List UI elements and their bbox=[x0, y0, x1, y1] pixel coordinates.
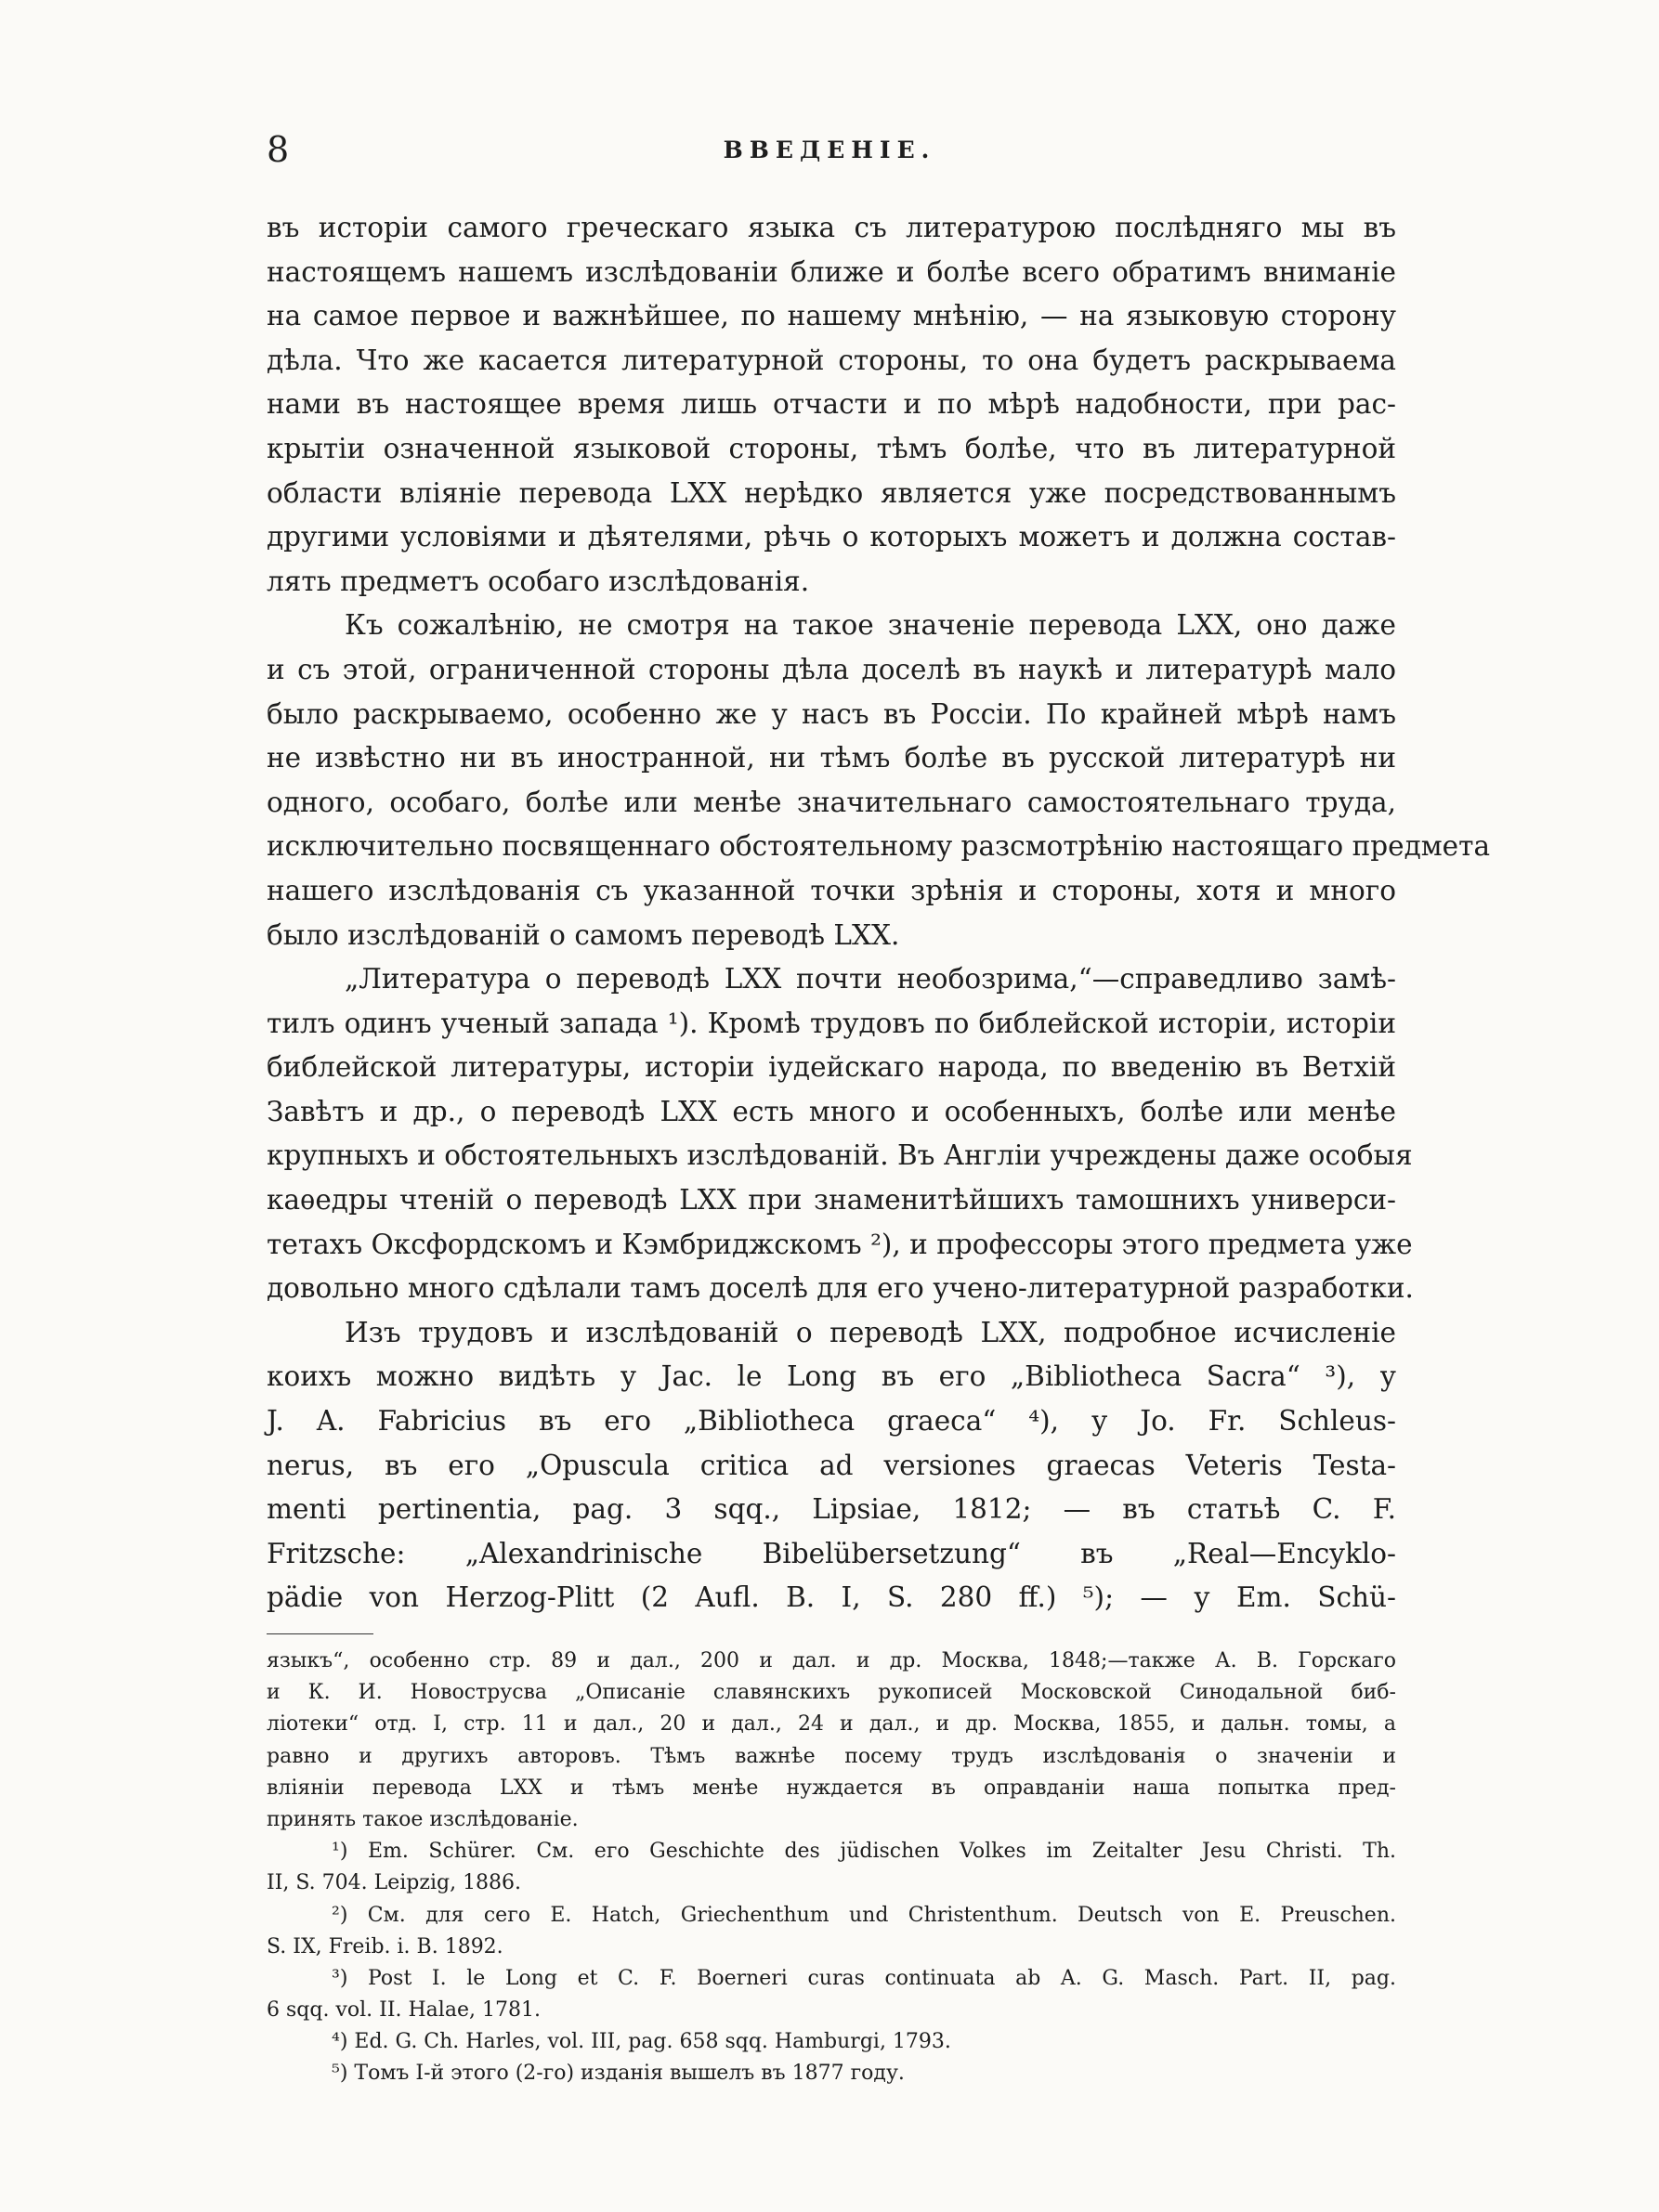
body-line: J. A. Fabricius въ его „Bibliotheca graeca“ ⁴), у Jo. Fr. Schleus- bbox=[267, 1405, 1396, 1438]
body-line: нами въ настоящее время лишь отчасти и по мѣрѣ надобности, при рас- bbox=[267, 388, 1396, 421]
footnote-line: ⁴) Ed. G. Ch. Harles, vol. III, pag. 658 sqq. Hamburgi, 1793. bbox=[332, 2030, 951, 2054]
body-line: menti pertinentia, pag. 3 sqq., Lipsiae, 1812; — въ статьѣ C. F. bbox=[267, 1493, 1396, 1526]
body-line: не извѣстно ни въ иностранной, ни тѣмъ болѣе въ русской литературѣ ни bbox=[267, 742, 1396, 774]
body-line: Завѣтъ и др., о переводѣ LXX есть много и особенныхъ, болѣе или менѣе bbox=[267, 1095, 1396, 1127]
body-line: было изслѣдованій о самомъ переводѣ LXX. bbox=[267, 918, 900, 951]
page-number: 8 bbox=[267, 129, 290, 170]
footnote-line: языкъ“, особенно стр. 89 и дал., 200 и дал. и др. Москва, 1848;—также А. В. Горскаго bbox=[267, 1649, 1396, 1672]
body-line: одного, особаго, болѣе или менѣе значительнаго самостоятельнаго труда, bbox=[267, 786, 1396, 818]
body-line: настоящемъ нашемъ изслѣдованіи ближе и болѣе всего обратимъ вниманіе bbox=[267, 255, 1396, 288]
body-line: довольно много сдѣлали тамъ доселѣ для его учено-литературной разработки. bbox=[267, 1272, 1414, 1305]
body-line: было раскрываемо, особенно же у насъ въ Россіи. По крайней мѣрѣ намъ bbox=[267, 697, 1396, 730]
main-text bbox=[267, 206, 1491, 1620]
body-line: Fritzsche: „Alexandrinische Bibelübersetzung“ въ „Real—Encyklo- bbox=[267, 1537, 1396, 1569]
footnote-line: ³) Post I. le Long et C. F. Boerneri curas continuata ab A. G. Masch. Part. II, pag. bbox=[332, 1966, 1396, 1990]
footnote-line: 6 sqq. vol. II. Halae, 1781. bbox=[267, 1998, 541, 2023]
body-line: коихъ можно видѣть у Jac. le Long въ его „Bibliotheca Sacra“ ³), у bbox=[267, 1360, 1396, 1393]
footnote-line: принять такое изслѣдованіе. bbox=[267, 1807, 579, 1831]
body-line: области вліяніе перевода LXX нерѣдко является уже посредствованнымъ bbox=[267, 476, 1396, 509]
body-line: pädie von Herzog-Plitt (2 Aufl. B. I, S. 280 ff.) ⁵); — у Em. Schü- bbox=[267, 1581, 1396, 1614]
body-line: крытіи означенной языковой стороны, тѣмъ болѣе, что въ литературной bbox=[267, 432, 1396, 464]
body-line: библейской литературы, исторіи іудейскаго народа, по введенію въ Ветхій bbox=[267, 1051, 1396, 1084]
footnotes bbox=[267, 1646, 1396, 2090]
body-line: Изъ трудовъ и изслѣдованій о переводѣ LXX, подробное исчисленіе bbox=[345, 1316, 1396, 1348]
footnote-line: ⁵) Томъ I-й этого (2-го) изданія вышелъ въ 1877 году. bbox=[332, 2062, 905, 2086]
body-line: каѳедры чтеній о переводѣ LXX при знаменитѣйшихъ тамошнихъ универси- bbox=[267, 1184, 1396, 1217]
footnote-line: II, S. 704. Leipzig, 1886. bbox=[267, 1871, 522, 1895]
body-line: въ исторіи самого греческаго языка съ литературою послѣдняго мы въ bbox=[267, 212, 1396, 243]
body-line: тилъ одинъ ученый запада ¹). Кромѣ трудовъ по библейской исторіи, исторіи bbox=[267, 1007, 1396, 1039]
running-title: ВВЕДЕНІЕ. bbox=[723, 137, 936, 163]
body-line: дѣла. Что же касается литературной стороны, то она будетъ раскрываема bbox=[267, 344, 1396, 376]
running-head bbox=[267, 126, 1392, 173]
footnote-line: равно и другихъ авторовъ. Тѣмъ важнѣе посему трудъ изслѣдованія о значеніи и bbox=[267, 1744, 1396, 1768]
footnote-line: ²) См. для сего E. Hatch, Griechenthum und Christenthum. Deutsch von E. Preuschen. bbox=[332, 1903, 1396, 1927]
footnote-line: S. IX, Freib. i. B. 1892. bbox=[267, 1934, 503, 1958]
footnote-line: ¹) Em. Schürer. См. его Geschichte des jüdischen Volkes im Zeitalter Jesu Christi. Th. bbox=[332, 1840, 1396, 1864]
body-line: на самое первое и важнѣйшее, по нашему мнѣнію, — на языковую сторону bbox=[267, 300, 1396, 332]
body-line: исключительно посвященнаго обстоятельному разсмотрѣнію настоящаго предмета bbox=[267, 830, 1491, 863]
body-line: „Литература о переводѣ LXX почти необозрима,“—справедливо замѣ- bbox=[345, 963, 1396, 995]
body-line: тетахъ Оксфордскомъ и Кэмбриджскомъ ²), и профессоры этого предмета уже bbox=[267, 1228, 1413, 1260]
body-line: крупныхъ и обстоятельныхъ изслѣдованій. Въ Англіи учреждены даже особыя bbox=[267, 1139, 1413, 1172]
footnote-line: вліяніи перевода LXX и тѣмъ менѣе нуждается въ оправданіи наша попытка пред- bbox=[267, 1776, 1396, 1800]
footnote-line: и К. И. Новострусва „Описаніе славянскихъ рукописей Московской Синодальной биб- bbox=[267, 1681, 1396, 1705]
footnote-line: ліотеки“ отд. I, стр. 11 и дал., 20 и дал., 24 и дал., и др. Москва, 1855, и дальн. томы, а bbox=[267, 1712, 1396, 1737]
body-line: Къ сожалѣнію, не смотря на такое значеніе перевода LXX, оно даже bbox=[345, 609, 1396, 642]
footnote-rule bbox=[267, 1633, 373, 1634]
body-line: другими условіями и дѣятелями, рѣчь о которыхъ можетъ и должна состав- bbox=[267, 521, 1396, 553]
body-line: nerus, въ его „Opuscula critica ad versiones graecas Veteris Testa- bbox=[267, 1449, 1396, 1481]
body-line: и съ этой, ограниченной стороны дѣла доселѣ въ наукѣ и литературѣ мало bbox=[267, 653, 1396, 685]
body-line: нашего изслѣдованія съ указанной точки зрѣнія и стороны, хотя и много bbox=[267, 874, 1396, 906]
body-line: лять предметъ особаго изслѣдованія. bbox=[267, 565, 810, 597]
